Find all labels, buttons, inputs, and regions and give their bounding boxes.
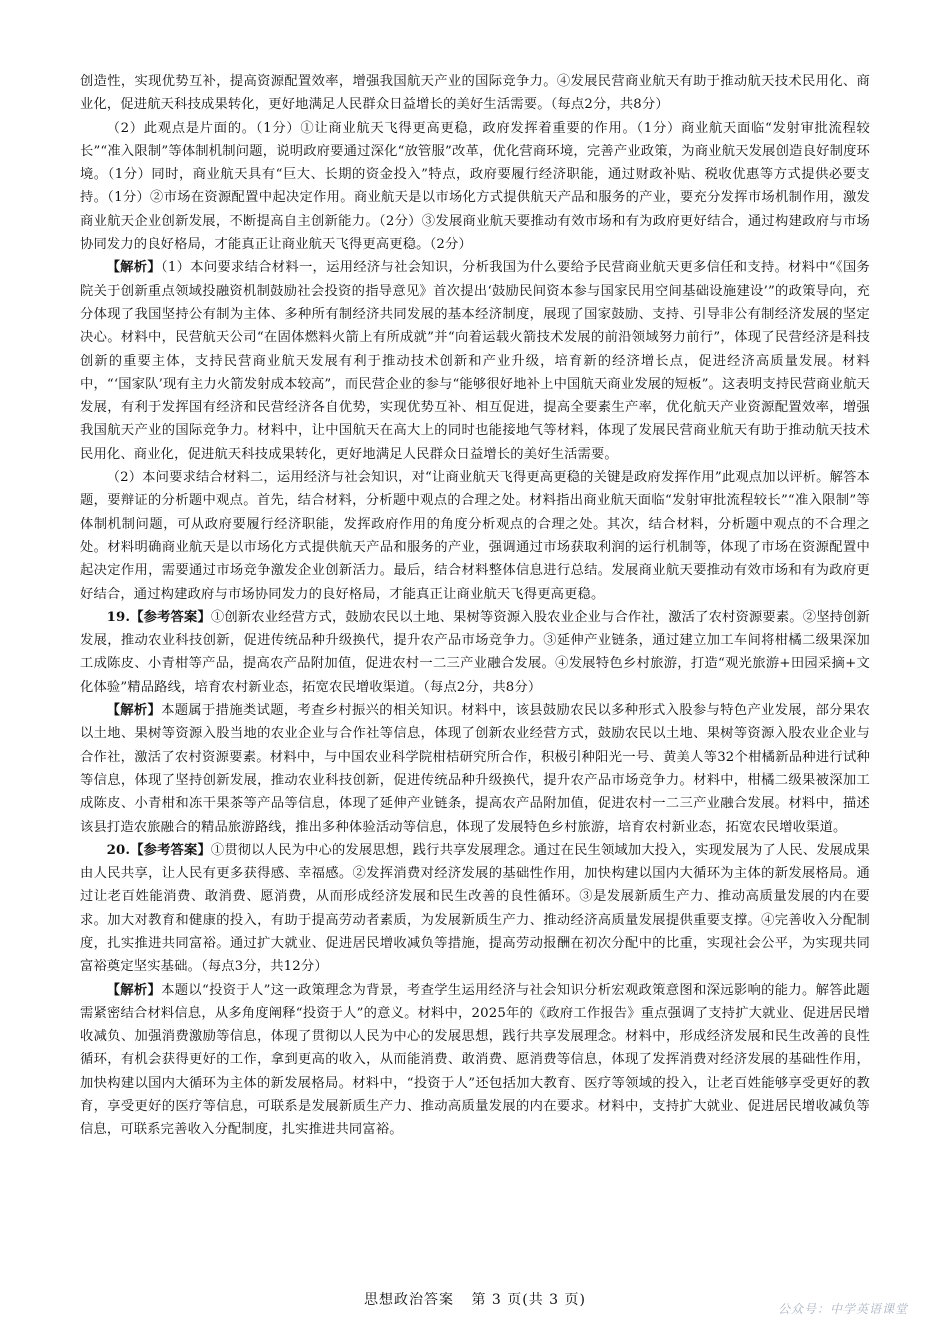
analysis-label: 【解析】 bbox=[106, 260, 161, 276]
question-number: 20. bbox=[106, 842, 131, 858]
question-19-analysis: 【解析】本题属于措施类试题，考查乡村振兴的相关知识。材料中，该县鼓励农民以多种形式入股参与特色产业发展，部分果农以土地、果树等资源入股当地的农业企业与合作社等信息，体现了创新农业经营方式，鼓励农民以土地、果树等资源入股农业企业与合作社，激活了农村资源要素。材料中，与中国农业科学院柑桔研究所合作，积极引种阳光一号、黄美人等32个柑橘新品种进行试种等信息，体现了坚持创新发展，推动农业科技创新，促进传统品种升级换代，提升农产品市场竞争力。材料中，柑橘二级果被深加工成陈皮、小青柑和冻干果茶等产品等信息，体现了延伸产业链条，提高农产品附加值，促进农村一二三产业融合发展。材料中，描述该县打造农旅融合的精品旅游路线，推出多种体验活动等信息，体现了发展特色乡村旅游，培育农村新业态，拓宽农民增收渠道。 bbox=[80, 703, 870, 835]
answer-label: 【参考答案】 bbox=[130, 609, 211, 625]
footer-subject: 思想政治答案 bbox=[364, 1292, 454, 1308]
paragraph-4: （2）本问要求结合材料二，运用经济与社会知识，对“让商业航天飞得更高更稳的关键是政府发挥作用”此观点加以评析。解答本题，要辩证的分析题中观点。首先，结合材料，分析题中观点的合理之处。材料指出商业航天面临“发射审批流程较长”“准入限制”等体制机制问题，可从政府要履行经济职能，发挥政府作用的角度分析观点的合理之处。其次，结合材料，分析题中观点的不合理之处。材料明确商业航天是以市场化方式提供航天产品和服务的产业，强调通过市场获取利润的运行机制等，体现了市场在资源配置中起决定作用，需要通过市场竞争激发企业创新活力。最后，结合材料整体信息进行总结。发展商业航天要推动有效市场和有为政府更好结合，通过构建政府与市场协同发力的良好格局，才能真正让商业航天飞得更高更稳。 bbox=[80, 470, 870, 602]
paragraph-1: 创造性，实现优势互补，提高资源配置效率，增强我国航天产业的国际竞争力。④发展民营商业航天有助于推动航天技术民用化、商业化，促进航天科技成果转化，更好地满足人民群众日益增长的美好生活需要。（每点2分，共8分） bbox=[80, 74, 870, 113]
question-number: 19. bbox=[106, 609, 131, 625]
analysis-label: 【解析】 bbox=[106, 703, 162, 719]
paragraph-3-analysis: 【解析】（1）本问要求结合材料一，运用经济与社会知识，分析我国为什么要给予民营商业航天更多信任和支持。材料中“《国务院关于创新重点领域投融资机制鼓励社会投资的指导意见》首次提出‘鼓励民间资本参与国家民用空间基础设施建设’”的政策导向，充分体现了我国坚持公有制为主体、多种所有制经济共同发展的基本经济制度，展现了国家鼓励、支持、引导非公有制经济发展的坚定决心。材料中，民营航天公司“在固体燃料火箭上有所成就”并“向着运载火箭技术发展的前沿领域努力前行”，体现了民营经济是科技创新的重要主体，支持民营商业航天发展有利于推动技术创新和产业升级，培育新的经济增长点，促进经济高质量发展。材料中，“‘国家队’现有主力火箭发射成本较高”，而民营企业的参与“能够很好地补上中国航天商业发展的短板”。这表明支持民营商业航天发展，有利于发挥国有经济和民营经济各自优势，实现优势互补、相互促进，提高全要素生产率，优化航天产业资源配置效率，增强我国航天产业的国际竞争力。材料中，让中国航天在高大上的同时也能接地气等材料，体现了发展民营商业航天有助于推动航天技术民用化、商业化，促进航天科技成果转化，更好地满足人民群众日益增长的美好生活需要。 bbox=[80, 260, 870, 462]
footer-page-number: 第 3 页(共 3 页) bbox=[471, 1292, 586, 1308]
paragraph-2: （2）此观点是片面的。（1分）①让商业航天飞得更高更稳，政府发挥着重要的作用。（1分）商业航天面临“发射审批流程较长”“准入限制”等体制机制问题，说明政府要通过深化“放管服”改革，优化营商环境，完善产业政策，为商业航天发展创造良好制度环境。（1分）同时，商业航天具有“巨大、长期的资金投入”特点，政府要履行经济职能，通过财政补贴、税收优惠等方式提供必要支持。（1分）②市场在资源配置中起决定作用。商业航天是以市场化方式提供航天产品和服务的产业，要充分发挥市场机制作用，激发商业航天企业创新发展，不断提高自主创新能力。（2分）③发展商业航天要推动有效市场和有为政府更好结合，通过构建政府与市场协同发力的良好格局，才能真正让商业航天飞得更高更稳。（2分） bbox=[80, 120, 870, 253]
document-body bbox=[80, 70, 870, 1142]
question-20-answer: 20.【参考答案】①贯彻以人民为中心的发展思想，践行共享发展理念。通过在民生领域加大投入，实现发展为了人民、发展成果由人民共享，让人民有更多获得感、幸福感。②发挥消费对经济发展的基础性作用，加快构建以国内大循环为主体的新发展格局。通过让老百姓能消费、敢消费、愿消费，从而形成经济发展和民生改善的良性循环。③是发展新质生产力、推动高质量发展的内在要求。加大对教育和健康的投入，有助于提高劳动者素质，为发展新质生产力、推动经济高质量发展提供重要支撑。④完善收入分配制度，扎实推进共同富裕。通过扩大就业、促进居民增收减负等措施，提高劳动报酬在初次分配中的比重，实现社会公平，为实现共同富裕奠定坚实基础。（每点3分，共12分） bbox=[80, 842, 870, 975]
answer-label: 【参考答案】 bbox=[130, 842, 211, 858]
question-20-analysis: 【解析】本题以“投资于人”这一政策理念为背景，考查学生运用经济与社会知识分析宏观政策意图和深远影响的能力。解答此题需紧密结合材料信息，从多角度阐释“投资于人”的意义。材料中，2025年的《政府工作报告》重点强调了支持扩大就业、促进居民增收减负、加强消费激励等信息，体现了贯彻以人民为中心的发展思想，践行共享发展理念。材料中，形成经济发展和民生改善的良性循环，有机会获得更好的工作，拿到更高的收入，从而能消费、敢消费、愿消费等信息，体现了发挥消费对经济发展的基础性作用，加快构建以国内大循环为主体的新发展格局。材料中，“投资于人”还包括加大教育、医疗等领域的投入，让老百姓能够享受更好的教育，享受更好的医疗等信息，可联系是发展新质生产力、推动高质量发展的内在要求。材料中，支持扩大就业、促进居民增收减负等信息，可联系完善收入分配制度，扎实推进共同富裕。 bbox=[80, 982, 870, 1138]
watermark: 公众号：中学英语课堂 bbox=[777, 1302, 908, 1316]
analysis-label: 【解析】 bbox=[106, 982, 162, 998]
question-19-answer: 19.【参考答案】①创新农业经营方式，鼓励农民以土地、果树等资源入股农业企业与合作社，激活了农村资源要素。②坚持创新发展，推动农业科技创新，促进传统品种升级换代，提升农产品市场竞争力。③延伸产业链条，通过建立加工车间将柑橘二级果深加工成陈皮、小青柑等产品，提高农产品附加值，促进农村一二三产业融合发展。④发展特色乡村旅游，打造“观光旅游+田园采摘+文化体验”精品路线，培育农村新业态，拓宽农民增收渠道。（每点2分，共8分） bbox=[80, 609, 870, 695]
